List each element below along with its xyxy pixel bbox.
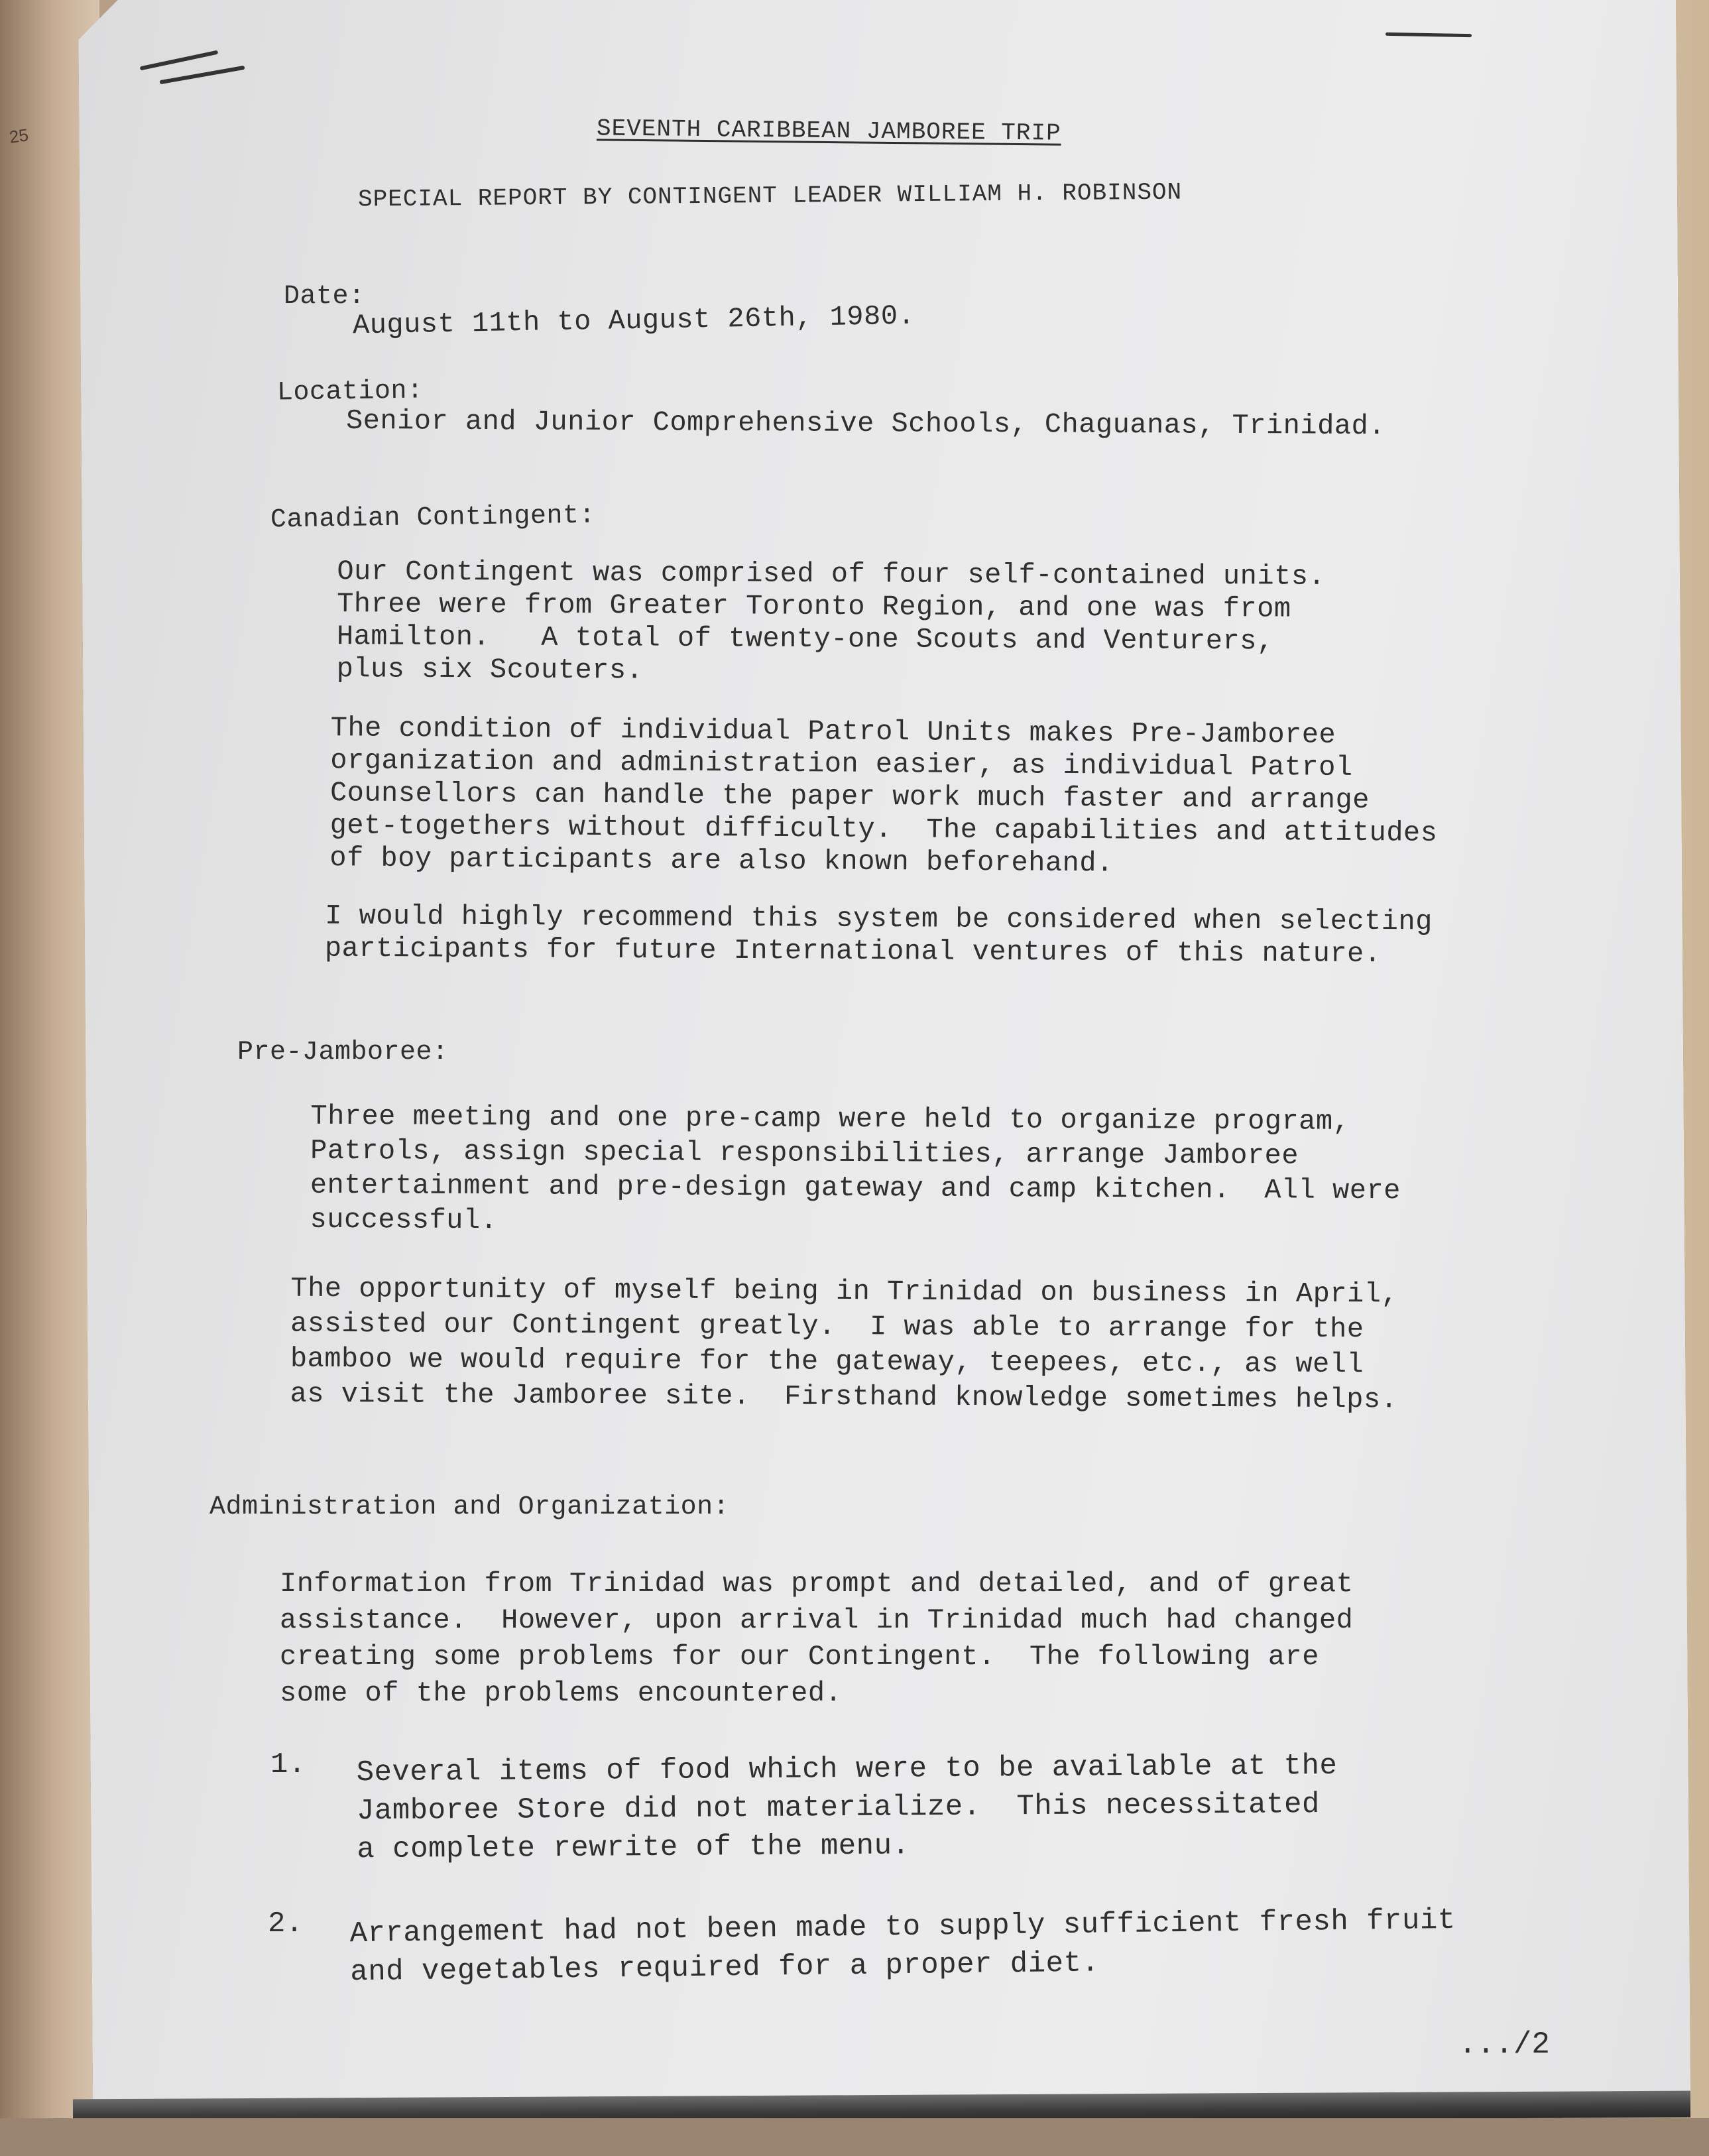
paragraph-line: assisted our Contingent greatly. I was able to arrange for the — [290, 1307, 1364, 1346]
list-item-1 — [356, 1747, 1338, 1869]
paragraph-line: participants for future International ventures of this nature. — [324, 932, 1382, 970]
page-continuation-marker: .../2 — [1458, 2027, 1551, 2062]
report-subtitle: SPECIAL REPORT BY CONTINGENT LEADER WILLIAM H. ROBINSON — [357, 178, 1183, 213]
list-item-line: Arrangement had not been made to supply sufficient fresh fruit — [349, 1903, 1456, 1951]
paragraph-line: bamboo we would require for the gateway, teepees, etc., as well — [290, 1343, 1364, 1381]
paragraph-line: get-togethers without difficulty. The capabilities and attitudes — [329, 809, 1438, 849]
list-item-number-2: 2. — [268, 1907, 304, 1941]
paragraph-line: Hamilton. A total of twenty-one Scouts and Venturers, — [336, 621, 1274, 658]
paragraph-line: some of the problems encountered. — [280, 1677, 843, 1709]
pre-jamboree-paragraph-1 — [310, 1099, 1401, 1243]
date-value: August 11th to August 26th, 1980. — [352, 300, 915, 342]
paragraph-line: plus six Scouters. — [336, 653, 644, 687]
paragraph-line: The opportunity of myself being in Trinidad on business in April, — [290, 1272, 1399, 1311]
paragraph-line: Patrols, assign special responsibilities, arrange Jamboree — [310, 1134, 1299, 1172]
paragraph-line: The condition of individual Patrol Units makes Pre-Jamboree — [330, 712, 1336, 751]
list-item-number-1: 1. — [270, 1748, 306, 1781]
report-title: SEVENTH CARIBBEAN JAMBOREE TRIP — [596, 115, 1061, 147]
date-label: Date: — [284, 282, 365, 312]
list-item-line: Jamboree Store did not materialize. This necessitated — [356, 1788, 1321, 1828]
paragraph-line: Counsellors can handle the paper work much faster and arrange — [329, 777, 1370, 817]
paragraph-line: successful. — [310, 1203, 498, 1237]
pre-jamboree-heading: Pre-Jamboree: — [237, 1038, 449, 1067]
left-page-number: 25 — [7, 125, 30, 147]
paragraph-line: Three were from Greater Toronto Region, and one was from — [337, 588, 1291, 625]
location-value: Senior and Junior Comprehensive Schools, Chaguanas, Trinidad. — [345, 404, 1386, 443]
paragraph-line: creating some problems for our Contingent. The following are — [280, 1641, 1319, 1673]
administration-heading: Administration and Organization: — [209, 1492, 730, 1522]
paragraph-line: Information from Trinidad was prompt and detailed, and of great — [280, 1568, 1354, 1600]
list-item-line: a complete rewrite of the menu. — [357, 1829, 910, 1867]
paragraph-line: organization and administration easier, as individual Patrol — [330, 745, 1353, 784]
paragraph-line: Our Contingent was comprised of four self-contained units. — [337, 556, 1326, 593]
location-label: Location: — [276, 376, 424, 408]
paragraph-line: assistance. However, upon arrival in Trinidad much had changed — [280, 1604, 1354, 1636]
list-item-line: and vegetables required for a proper diet. — [350, 1946, 1100, 1990]
list-item-line: Several items of food which were to be available at the — [356, 1749, 1338, 1790]
administration-paragraph-1 — [280, 1566, 1353, 1712]
pre-jamboree-paragraph-2 — [290, 1272, 1398, 1418]
canadian-contingent-heading: Canadian Contingent: — [270, 501, 596, 536]
paragraph-line: as visit the Jamboree site. Firsthand knowledge sometimes helps. — [290, 1378, 1398, 1416]
list-item-2 — [349, 1901, 1456, 1992]
canadian-contingent-paragraph-2 — [329, 712, 1438, 882]
paragraph-line: Three meeting and one pre-camp were held to organize program, — [310, 1100, 1350, 1138]
paragraph-line: of boy participants are also known beforehand. — [329, 842, 1114, 880]
canadian-contingent-paragraph-1 — [336, 556, 1325, 691]
paragraph-line: I would highly recommend this system be considered when selecting — [325, 900, 1433, 938]
canadian-contingent-paragraph-3 — [325, 900, 1433, 971]
paragraph-line: entertainment and pre-design gateway and camp kitchen. All were — [310, 1169, 1401, 1207]
